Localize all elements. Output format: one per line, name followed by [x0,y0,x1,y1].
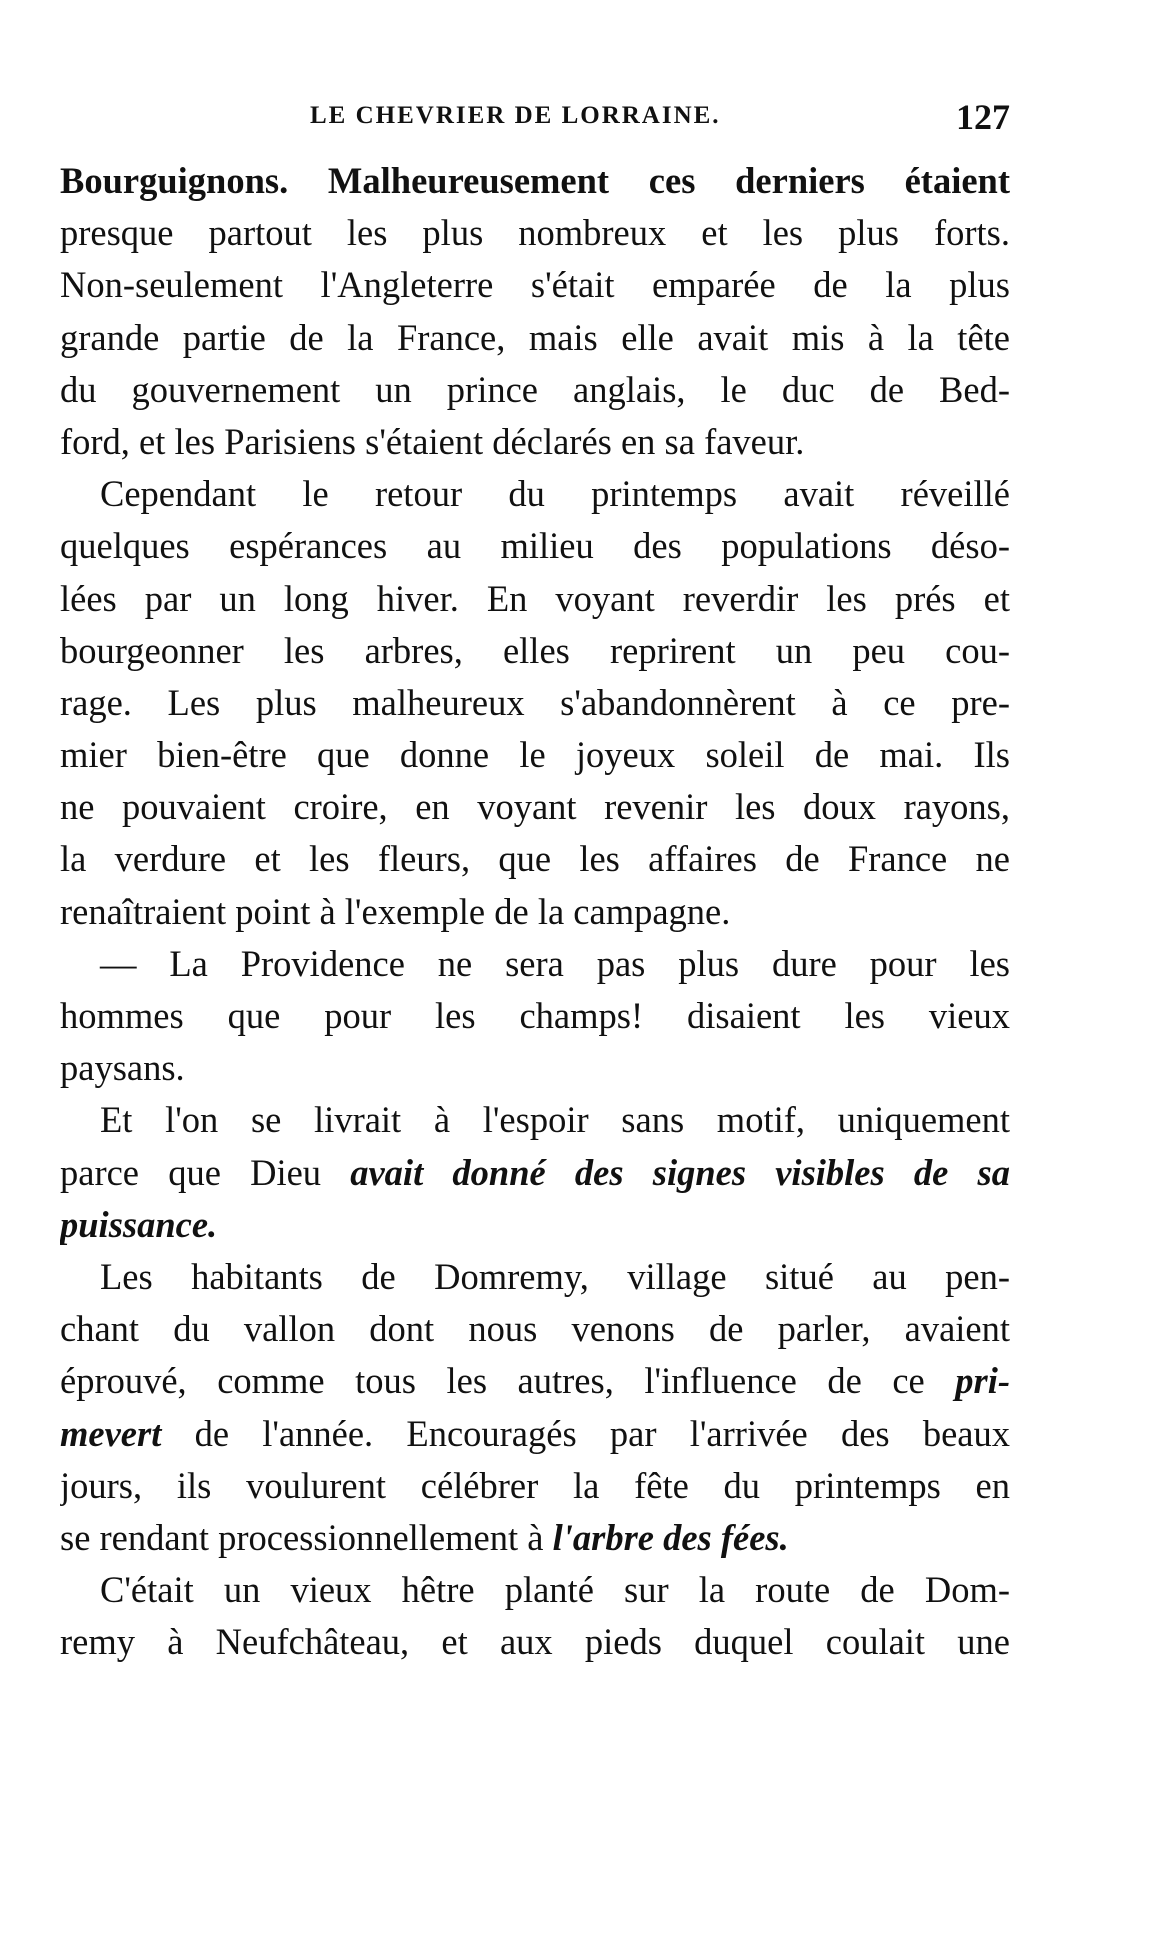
text-line: Non-seulement l'Angleterre s'était emparée de la plus [60,264,1010,306]
page-header [60,97,1010,142]
text-line [60,1512,1010,1564]
body-text [60,155,1010,1668]
text-line [60,1408,1010,1460]
text-line: bourgeonner les arbres, elles reprirent un peu cou- [60,629,1010,671]
running-title: LE CHEVRIER DE LORRAINE. [310,102,721,129]
text-line: hommes que pour les champs! disaient les vieux [60,995,1010,1036]
text-run: éprouvé, comme tous les autres, l'influence de ce [60,1360,956,1402]
text-line: grande partie de la France, mais elle avait mis à la tête [60,316,1010,358]
italic-run: mevert [60,1412,162,1454]
text-line: ford, et les Parisiens s'étaient déclarés en sa faveur. [60,420,805,462]
text-run: parce que Dieu [60,1151,351,1193]
text-line: remy à Neufchâteau, et aux pieds duquel coulait une [60,1621,1010,1663]
text-line: Bourguignons. Malheureusement ces derniers étaient [60,160,1010,201]
italic-run: pri- [955,1360,1010,1402]
text-line: C'était un vieux hêtre planté sur la route de Dom- [100,1569,1010,1611]
italic-run: l'arbre des fées. [552,1516,789,1558]
page-number: 127 [956,97,1010,137]
text-line: jours, ils voulurent célébrer la fête du printemps en [60,1464,1010,1506]
text-line [60,1147,1010,1199]
text-line: Les habitants de Domremy, village situé au pen- [100,1255,1010,1297]
text-line: rage. Les plus malheureux s'abandonnèrent à ce pre- [60,681,1010,723]
text-line: quelques espérances au milieu des populations déso- [60,525,1010,567]
text-line: paysans. [60,1047,185,1089]
text-line: lées par un long hiver. En voyant reverdir les prés et [60,577,1010,619]
italic-run: puissance. [60,1203,218,1245]
text-run: de l'année. Encouragés par l'arrivée des beaux [161,1412,1010,1454]
text-line: la verdure et les fleurs, que les affaires de France ne [60,838,1010,880]
text-line: chant du vallon dont nous venons de parler, avaient [60,1308,1010,1350]
italic-run: avait donné des signes visibles de sa [350,1151,1010,1193]
text-line: mier bien-être que donne le joyeux soleil de mai. Ils [60,734,1010,776]
text-line: ne pouvaient croire, en voyant revenir les doux rayons, [60,786,1010,828]
text-line: — La Providence ne sera pas plus dure pour les [100,942,1010,984]
text-line: Cependant le retour du printemps avait réveillé [100,473,1010,515]
text-run: se rendant processionnellement à [60,1516,553,1558]
text-line: du gouvernement un prince anglais, le duc de Bed- [60,368,1010,410]
text-line [60,1199,1010,1251]
text-line: Et l'on se livrait à l'espoir sans motif, uniquement [100,1099,1010,1141]
text-line: presque partout les plus nombreux et les plus forts. [60,212,1010,254]
text-line [60,1355,1010,1407]
text-line: renaîtraient point à l'exemple de la campagne. [60,890,731,932]
